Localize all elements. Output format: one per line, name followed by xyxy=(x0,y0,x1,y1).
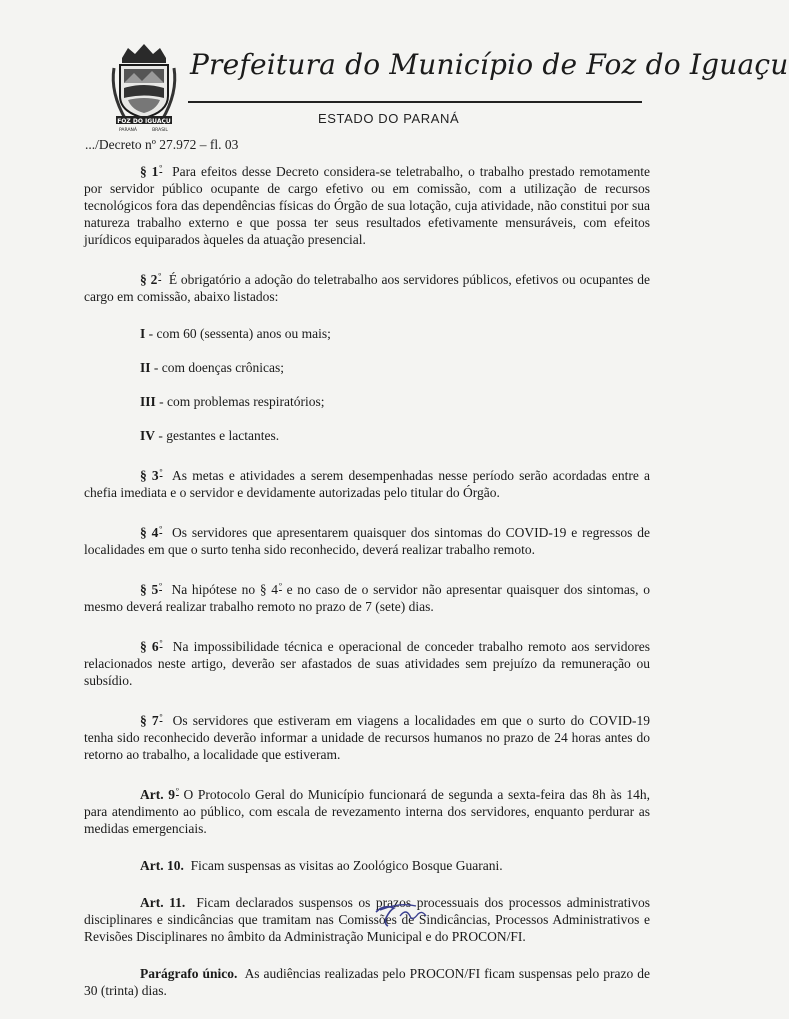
list-item: II - com doenças crônicas; xyxy=(140,360,284,375)
crest-sublabel-right: BRASIL xyxy=(152,128,168,133)
handwritten-initials-signature xyxy=(370,898,440,930)
paragraph-7: § $7^º$ Os servidores que estiveram em viagens a localidades em que o surto do COVID-19 tenha sido reconhecido deverão informar a unidade de recursos humanos no prazo de 24 horas antes do retorno ao trabalho, a localidade que estiveram. xyxy=(84,712,651,762)
paragraph-6: § $6^º$ Na impossibilidade técnica e operacional de conceder trabalho remoto aos servidores relacionados neste artigo, deverão ser afastados de suas atividades sem prejuízo da remuneração ou subsídio. xyxy=(84,638,651,688)
state-name: ESTADO DO PARANÁ xyxy=(318,111,460,126)
crest-label: FOZ DO IGUAÇU xyxy=(117,118,171,125)
paragraph-4: § $4^º$ Os servidores que apresentarem quaisquer dos sintomas do COVID-19 e regressos de localidades em que o surto tenha sido reconhecido, deverá realizar trabalho remoto. xyxy=(84,524,651,557)
paragraph-1: § $1^º$ Para efeitos desse Decreto considera-se teletrabalho, o trabalho prestado remotamente por servidor público ocupante de cargo efetivo ou em comissão, com a utilização de recursos tecnológicos fora das dependências físicas do Órgão de sua lotação, cuja atividade, não constitui por sua natureza trabalho externo e que possa ter seus resultados efetivamente mensuráveis, com efeitos jurídicos equiparados àqueles da atuação presencial. xyxy=(84,163,650,247)
article-11: Art. 11. Ficam declarados suspensos os prazos processuais dos processos administrativos disciplinares e sindicâncias que tramitam nas Comissões de Sindicâncias, Processos Administrativos e Revisões Disciplinares no âmbito da Administração Municipal e do PROCON/FI. xyxy=(84,895,650,944)
document-body xyxy=(84,160,650,1019)
sole-paragraph: Parágrafo único. As audiências realizadas pelo PROCON/FI ficam suspensas pelo prazo de 30 (trinta) dias. xyxy=(84,966,650,998)
page-reference: .../Decreto nº 27.972 – fl. 03 xyxy=(85,137,239,152)
list-item: IV - gestantes e lactantes. xyxy=(140,428,280,443)
municipality-title: Prefeitura do Município de Foz do Iguaçu xyxy=(190,48,789,81)
header-divider xyxy=(188,101,642,103)
paragraph-3: § $3^º$ As metas e atividades a serem desempenhadas nesse período serão acordadas entre a chefia imediata e o servidor e devidamente autorizadas pelo titular do Órgão. xyxy=(84,467,651,500)
list-item: I - com 60 (sessenta) anos ou mais; xyxy=(140,326,331,341)
paragraph-2: § $2^º$ É obrigatório a adoção do teletrabalho aos servidores públicos, efetivos ou ocupantes de cargo em comissão, abaixo listados: xyxy=(84,271,651,304)
crest-sublabel-left: PARANÁ xyxy=(119,128,137,133)
article-9: Art. $9^º$ O Protocolo Geral do Município funcionará de segunda a sexta-feira das 8h às 14h, para atendimento ao público, com escala de revezamento interna dos servidores, enquanto perdurar as medidas emergenciais. xyxy=(84,786,650,836)
coat-of-arms-logo xyxy=(108,38,180,134)
list-item: III - com problemas respiratórios; xyxy=(140,394,325,409)
paragraph-5: § $5^º$ Na hipótese no § $4^º$ e no caso de o servidor não apresentar quaisquer dos sintomas, o mesmo deverá realizar trabalho remoto no prazo de 7 (sete) dias. xyxy=(84,581,651,614)
article-10: Art. 10. Ficam suspensas as visitas ao Zoológico Bosque Guarani. xyxy=(140,858,503,873)
